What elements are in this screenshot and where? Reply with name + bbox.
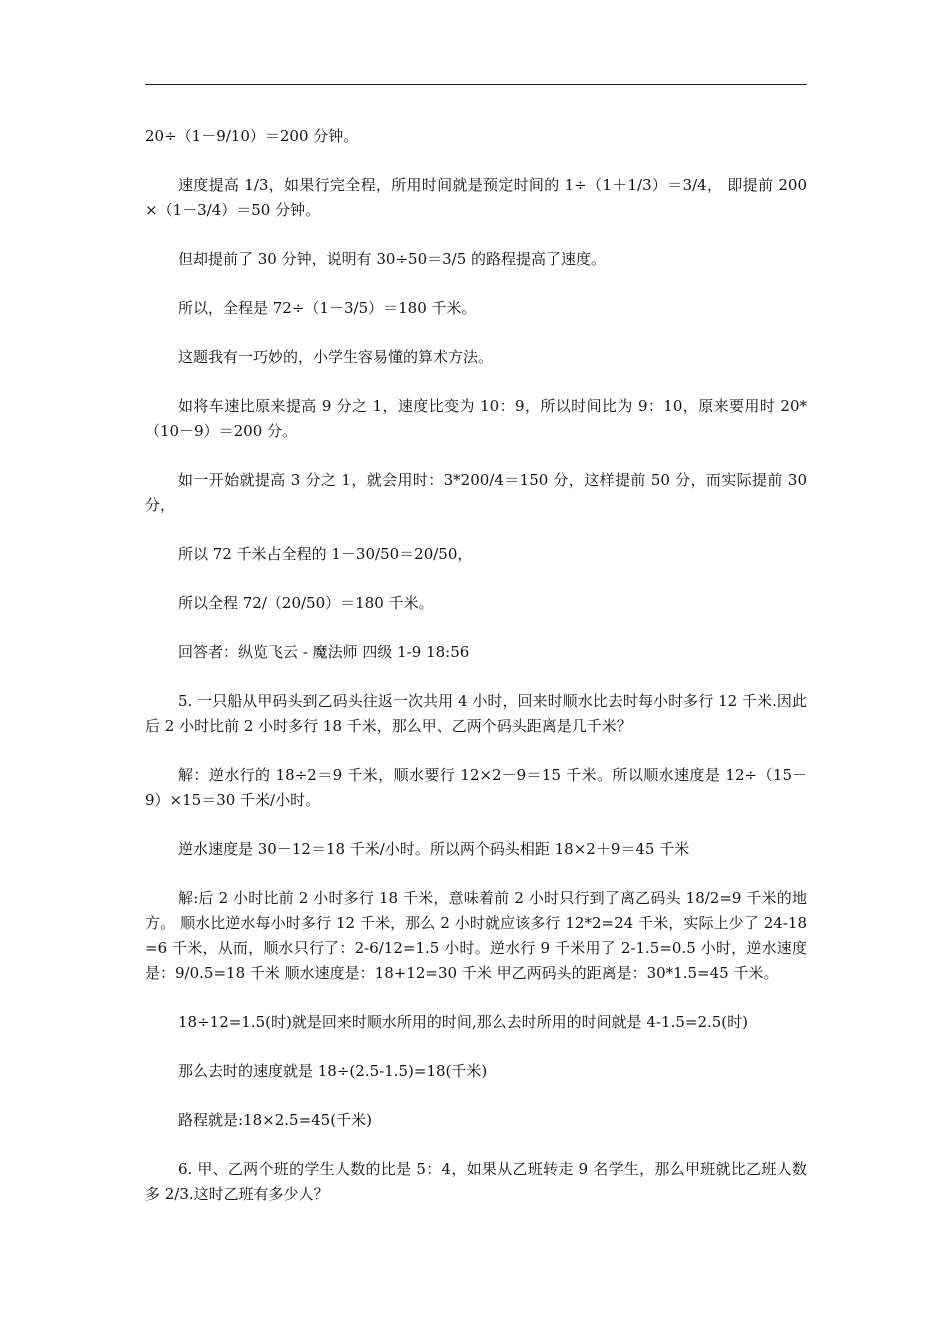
paragraph: 逆水速度是 30－12＝18 千米/小时。所以两个码头相距 18×2＋9＝45 千米 xyxy=(178,840,690,858)
paragraph: 解：逆水行的 18÷2＝9 千米，顺水要行 12×2－9＝15 千米。所以顺水速度是 12÷（15－9）×15＝30 千米/小时。 xyxy=(145,766,807,809)
paragraph: 解:后 2 小时比前 2 小时多行 18 千米，意味着前 2 小时只行到了离乙码头 18/2=9 千米的地方。 顺水比逆水每小时多行 12 千米，那么 2 小时就应该多行 12*2=24 千米，实际上少了 24-18=6 千米，从而，顺水只行了：2-6/12=1.5 小时。逆水行 9 千米用了 2-1.5=0.5 小时，逆水速度是：9/0.5=18 千米 顺水速度是：18+12=30 千米 甲乙两码头的距离是：30*1.5=45 千米。 xyxy=(145,889,807,982)
paragraph: 如一开始就提高 3 分之 1，就会用时：3*200/4＝150 分，这样提前 50 分，而实际提前 30 分， xyxy=(145,471,807,514)
paragraph: 这题我有一巧妙的，小学生容易懂的算术方法。 xyxy=(178,348,494,366)
paragraph: 18÷12=1.5(时)就是回来时顺水所用的时间,那么去时所用的时间就是 4-1.5=2.5(时) xyxy=(178,1013,749,1031)
paragraph: 但却提前了 30 分钟，说明有 30÷50＝3/5 的路程提高了速度。 xyxy=(178,250,607,268)
paragraph: 路程就是:18×2.5=45(千米) xyxy=(178,1111,372,1129)
paragraph: 那么去时的速度就是 18÷(2.5-1.5)=18(千米) xyxy=(178,1062,488,1080)
paragraph: 所以 72 千米占全程的 1－30/50＝20/50， xyxy=(178,545,473,563)
paragraph: 5. 一只船从甲码头到乙码头往返一次共用 4 小时，回来时顺水比去时每小时多行 12 千米.因此后 2 小时比前 2 小时多行 18 千米，那么甲、乙两个码头距离是几千米？ xyxy=(145,692,807,735)
document-body xyxy=(145,124,807,1231)
paragraph: 6. 甲、乙两个班的学生人数的比是 5：4，如果从乙班转走 9 名学生，那么甲班就比乙班人数多 2/3.这时乙班有多少人？ xyxy=(145,1160,807,1203)
paragraph: 20÷（1－9/10）＝200 分钟。 xyxy=(145,127,359,145)
paragraph: 速度提高 1/3，如果行完全程，所用时间就是预定时间的 1÷（1＋1/3）＝3/4， 即提前 200×（1－3/4）＝50 分钟。 xyxy=(145,176,807,219)
paragraph: 所以，全程是 72÷（1－3/5）＝180 千米。 xyxy=(178,299,477,317)
header-rule xyxy=(145,84,807,85)
paragraph: 如将车速比原来提高 9 分之 1，速度比变为 10：9，所以时间比为 9：10，原来要用时 20* （10－9）＝200 分。 xyxy=(145,397,807,440)
paragraph: 回答者：纵览飞云 - 魔法师 四级 1-9 18:56 xyxy=(178,643,470,661)
paragraph: 所以全程 72/（20/50）＝180 千米。 xyxy=(178,594,434,612)
